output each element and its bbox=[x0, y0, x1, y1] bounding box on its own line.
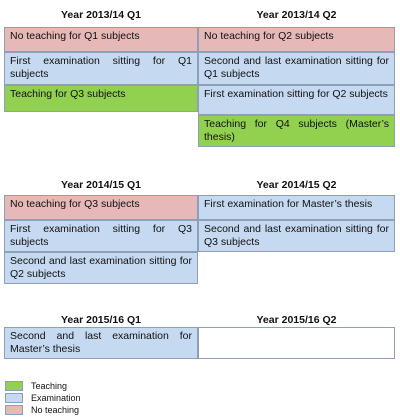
examination-swatch bbox=[5, 393, 23, 403]
teaching-legend-label: Teaching bbox=[31, 381, 68, 391]
year-2015-16-q1-title: Year 2015/16 Q1 bbox=[61, 314, 141, 326]
teaching-swatch bbox=[5, 381, 23, 391]
year-2014-15-q1-title: Year 2014/15 Q1 bbox=[61, 179, 141, 191]
second-exam-q1-cell: Second and last examination sitting for Q1 subjects bbox=[198, 52, 395, 85]
legend bbox=[5, 381, 125, 417]
teaching-q3-cell: Teaching for Q3 subjects bbox=[4, 85, 198, 112]
no-teaching-legend-label: No teaching bbox=[31, 405, 80, 415]
first-exam-q2-cell: First examination sitting for Q2 subjects bbox=[198, 85, 395, 115]
second-exam-thesis-cell: Second and last examination for Master’s thesis bbox=[4, 327, 198, 359]
second-exam-q2-cell: Second and last examination sitting for Q2 subjects bbox=[4, 252, 198, 284]
year-2013-14-q1-title: Year 2013/14 Q1 bbox=[61, 9, 141, 21]
year-2013-14-q2-title: Year 2013/14 Q2 bbox=[256, 9, 337, 21]
first-exam-q3-cell: First examination sitting for Q3 subjects bbox=[4, 220, 198, 252]
no-teaching-q2-cell: No teaching for Q2 subjects bbox=[198, 27, 395, 52]
second-exam-q3-cell: Second and last examination sitting for Q3 subjects bbox=[198, 220, 395, 252]
year-2014-15-q2-title: Year 2014/15 Q2 bbox=[256, 179, 337, 191]
no-teaching-swatch bbox=[5, 405, 23, 415]
examination-legend-label: Examination bbox=[31, 393, 81, 403]
teaching-q4-thesis-cell: Teaching for Q4 subjects (Master’s thesis) bbox=[198, 115, 395, 147]
year-2015-16-q2-title: Year 2015/16 Q2 bbox=[256, 314, 337, 326]
no-teaching-q1-cell: No teaching for Q1 subjects bbox=[4, 27, 198, 52]
first-exam-thesis-cell: First examination for Master’s thesis bbox=[198, 195, 395, 220]
no-teaching-q3-cell: No teaching for Q3 subjects bbox=[4, 195, 198, 220]
first-exam-q1-cell: First examination sitting for Q1 subjects bbox=[4, 52, 198, 85]
empty-q2-cell bbox=[198, 327, 395, 359]
